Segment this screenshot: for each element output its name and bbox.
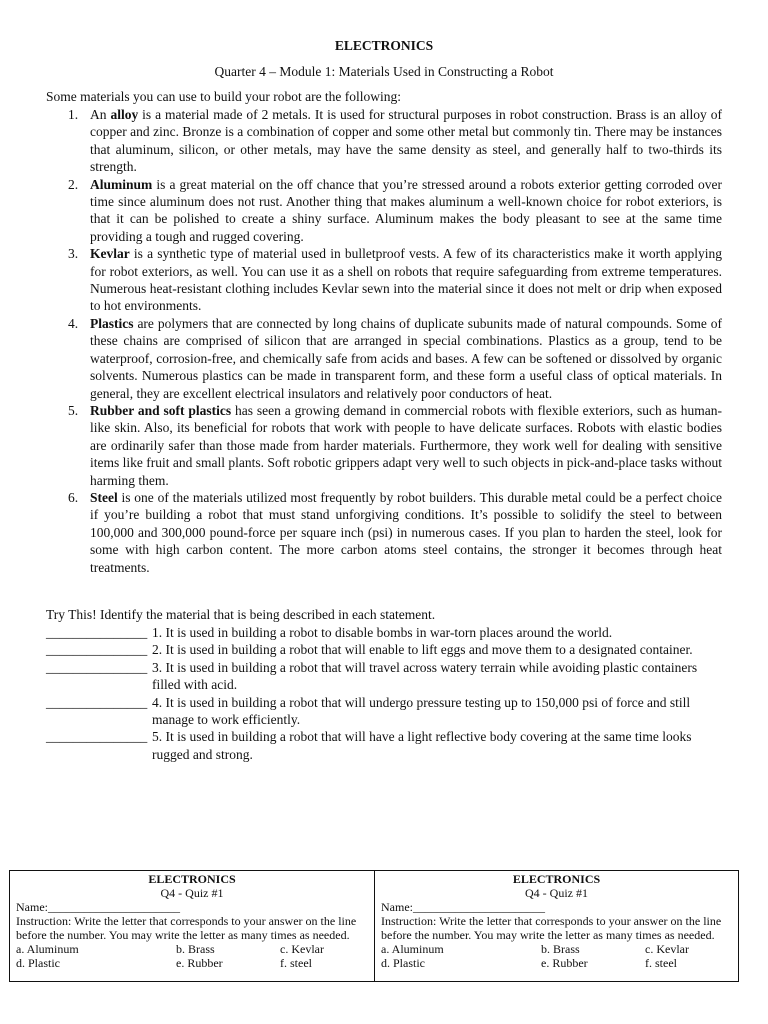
list-item: 5. Rubber and soft plastics has seen a growing demand in commercial robots with flexible exteriors, such as human-like skin. Also, its beneficial for robots that work with people to have delicate surfaces. Robots with elastic bodies are ordinarily safer than those made from harder materials. Furthermore, they work well for dealing with sensitive items like fruit and small plants. Soft robotic grippers adapt very well to such objects in pick-and-place tasks without harming them. [68, 402, 723, 488]
quiz-title: ELECTRONICS [512, 872, 601, 886]
material-term: alloy [110, 107, 139, 122]
material-term: Kevlar [90, 246, 130, 262]
list-item: 2. Aluminum is a great material on the off chance that you’re stressed around a robots exterior getting corroded over time since aluminum does not rust. Another thing that makes aluminum a well-known choice for robot exteriors, is that it can be polished to create a shiny surface. Aluminum makes the body pleasant to see at the same time providing a tough and rugged covering. [68, 176, 722, 244]
material-term: Steel [90, 489, 118, 505]
answer-blank[interactable]: _______________ [46, 659, 148, 675]
try-this-heading: Try This! Identify the material that is being described in each statement. [46, 607, 436, 622]
page-title: ELECTRONICS [334, 38, 434, 53]
questions-list [46, 624, 726, 763]
quiz-slips [9, 870, 739, 982]
answer-blank[interactable]: _______________ [46, 729, 148, 745]
choice: c. Kevlar [645, 942, 689, 956]
choice: d. Plastic [381, 956, 425, 970]
quiz-instruction: Instruction: Write the letter that corresponds to your answer on the line before the number. You may write the letter as many times as needed. [381, 914, 722, 942]
name-field[interactable]: Name:______________________ [16, 900, 180, 914]
choice: d. Plastic [16, 956, 60, 970]
choice: b. Brass [176, 942, 215, 956]
answer-blank[interactable]: _______________ [46, 625, 148, 640]
materials-list [46, 106, 722, 576]
question-item: _______________ 4. It is used in building a robot that will undergo pressure testing up to 150,000 psi of force and still manage to work efficiently. [46, 694, 691, 728]
intro-text: Some materials you can use to build your robot are the following: [46, 89, 402, 104]
question-item: _______________ 5. It is used in building a robot that will have a light reflective body covering at the same time looks rugged and strong. [46, 729, 692, 762]
list-item: 3. Kevlar is a synthetic type of material used in bulletproof vests. A few of its characteristics make it worth applying for robot exteriors, as well. You can use it as a shell on robots that require safeguarding from extreme temperatures. Numerous heat-resistant clothing includes Kevlar sewn into the material since it does not melt or drip when exposed to hot environments. [68, 246, 722, 314]
list-item: 4. Plastics are polymers that are connected by long chains of duplicate subunits made of natural compounds. Some of these chains are comprised of silicon that are arranged in special combinations. Plastics as a group, tend to be waterproof, corrosion-free, and chemically safe from acids and bases. A few can be softened or dissolved by organic solvents. Numerous plastics can be made in transparent form, and these form a useful class of optical materials. In general, they are excellent electrical insulators and relatively poor conductors of heat. [68, 315, 722, 401]
question-item: _______________ 1. It is used in building a robot to disable bombs in war-torn places around the world. [46, 625, 613, 640]
choices-grid [16, 942, 368, 970]
material-term: Rubber and soft plastics [90, 402, 232, 418]
answer-blank[interactable]: _______________ [46, 642, 148, 658]
quiz-slip-right [374, 871, 738, 981]
choice: a. Aluminum [381, 942, 444, 956]
choice: c. Kevlar [280, 942, 324, 956]
quiz-slip-left [10, 871, 374, 981]
quiz-subtitle: Q4 - Quiz #1 [160, 886, 224, 900]
quiz-instruction: Instruction: Write the letter that corresponds to your answer on the line before the number. You may write the letter as many times as needed. [16, 914, 357, 942]
name-field[interactable]: Name:______________________ [381, 900, 545, 914]
choice: a. Aluminum [16, 942, 79, 956]
quiz-subtitle: Q4 - Quiz #1 [525, 886, 588, 900]
module-subtitle: Quarter 4 – Module 1: Materials Used in Constructing a Robot [214, 64, 554, 79]
quiz-title: ELECTRONICS [148, 872, 236, 886]
choice: b. Brass [541, 942, 580, 956]
question-item: _______________ 2. It is used in building a robot that will enable to lift eggs and move them to a designated container. [46, 642, 693, 658]
list-item: 6. Steel is one of the materials utilized most frequently by robot builders. This durable metal could be a perfect choice if you’re building a robot that must stand unforgiving conditions. It’s possible to solidify the steel to between 100,000 and 300,000 pound-force per square inch (psi) in numerous cases. If you plan to harden the steel, look for some with high carbon content. The more carbon atoms steel contains, the stronger it becomes through heat treatments. [68, 489, 722, 575]
material-term: Aluminum [90, 176, 153, 192]
list-item: 1. An alloy is a material made of 2 metals. It is used for structural purposes in robot construction. Brass is an alloy of copper and zinc. Bronze is a combination of copper and some other metal but commonly tin. There may be instances that aluminum, silicon, or other metals, may have the same density as steel, and generally half to two-thirds its strength. [68, 107, 723, 175]
choice: e. Rubber [541, 956, 588, 970]
question-item: _______________ 3. It is used in building a robot that will travel across watery terrain while avoiding plastic containers filled with acid. [46, 659, 698, 693]
material-term: Plastics [90, 315, 134, 331]
choice: f. steel [280, 956, 312, 970]
choice: e. Rubber [176, 956, 223, 970]
choice: f. steel [645, 956, 677, 970]
answer-blank[interactable]: _______________ [46, 694, 148, 710]
choices-grid [381, 942, 732, 970]
